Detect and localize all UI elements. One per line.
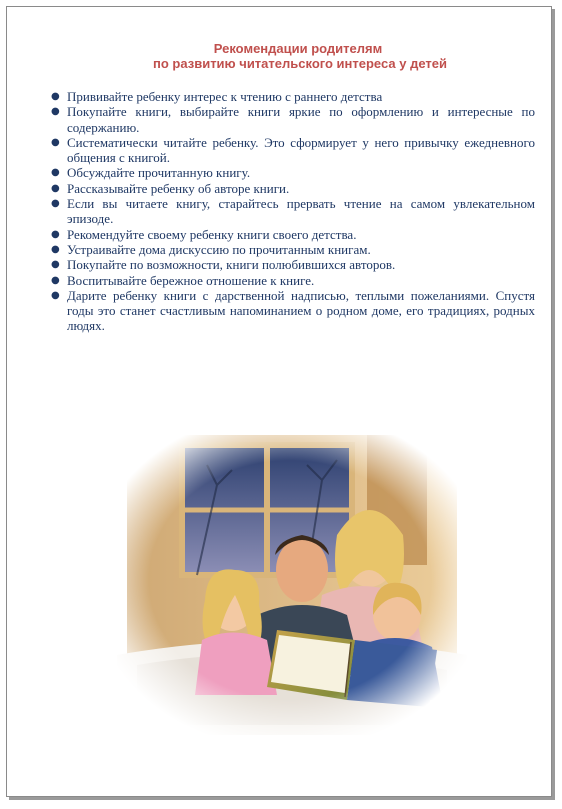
bullet-icon: ● [51,136,60,148]
bullet-icon: ● [51,289,60,301]
list-item: ● Рекомендуйте своему ребенку книги своего детства. [51,226,357,242]
list-item: ● Обсуждайте прочитанную книгу. [51,165,251,181]
bullet-icon: ● [51,243,60,255]
list-item: ● Устраивайте дома дискуссию по прочитанным книгам. [51,241,371,257]
list-item: ● Дарите ребенку книги с дарственной надписью, теплыми пожеланиями. Спустя годы это станет счастливым напоминанием о родном доме, его традициях, родных людях. [51,287,535,334]
list-item: ● Если вы читаете книгу, старайтесь прервать чтение на самом увлекательном эпизоде. [51,196,535,227]
bullet-icon: ● [51,167,60,179]
bullet-icon: ● [51,91,60,102]
document-page [6,6,552,797]
list-item: ● Систематически читайте ребенку. Это сформирует у него привычку ежедневного общения с книгой. [51,134,535,166]
title-line-1: Рекомендации родителям [213,41,383,56]
bullet-icon: ● [51,259,60,271]
bullet-icon: ● [51,106,60,118]
page-title [7,41,551,71]
bullet-icon: ● [51,274,60,286]
list-item: ● Воспитывайте бережное отношение к книге. [51,272,315,288]
list-item: ● Прививайте ребенку интерес к чтению с раннего детства [51,89,383,104]
bullet-icon: ● [51,182,60,194]
list-item: ● Покупайте книги, выбирайте книги яркие по оформлению и интересные по содержанию. [51,104,535,135]
bullet-icon: ● [51,228,60,240]
family-reading-illustration-icon [107,425,473,735]
list-item: ● Покупайте по возможности, книги полюбившихся авторов. [51,257,396,273]
bullet-icon: ● [51,198,60,210]
title-line-2: по развитию читательского интереса у детей [153,56,447,71]
list-item: ● Рассказывайте ребенку об авторе книги. [51,180,290,196]
recommendations-list [50,89,535,334]
